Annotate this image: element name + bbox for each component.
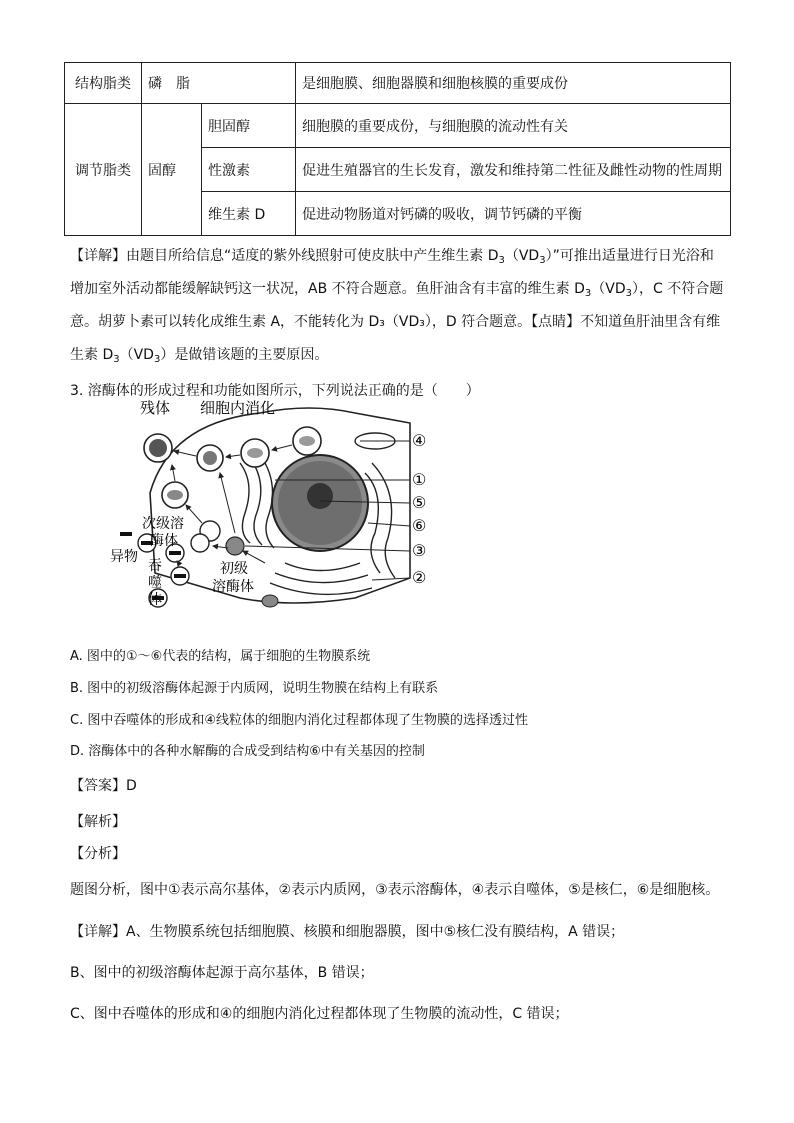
analysis-text: 题图分析，图中①表示高尔基体，②表示内质网，③表示溶酶体，④表示自噬体，⑤是核仁，⑥是细胞核。 [70,882,720,898]
question-3: 3. 溶酶体的形成过程和功能如图所示，下列说法正确的是（ ） [70,383,480,399]
table-cell: 性激素 [202,148,296,192]
label-num-2: ② [412,568,427,587]
label-num-4: ④ [412,431,427,450]
table-cell: 是细胞膜、细胞器膜和细胞核膜的重要成份 [296,63,731,104]
detail-line-2 [70,278,723,299]
table-row [65,63,731,104]
lipid-table [64,62,731,236]
text: 【详解】由题目所给信息“适度的紫外线照射可使皮肤中产生维生素 D [70,248,499,264]
lysosome [191,534,209,552]
label-num-3: ③ [412,541,427,560]
text: 生素 D [70,347,114,363]
digestion-content [203,451,217,465]
nucleolus [307,483,333,509]
arrow [220,473,235,533]
arrow [272,445,292,450]
table-cell: 固醇 [142,104,202,236]
text: ）”可推出适量进行日光浴和 [545,248,714,264]
table-cell: 维生素 D [202,192,296,236]
label-intracellular-digestion: 细胞内消化 [200,399,276,417]
text: （VD [591,281,626,297]
leader-line [368,523,410,526]
label-phagosome-1: 吞 [148,558,162,574]
er-curve [285,563,360,571]
foreign-matter [174,574,186,578]
table-cell: 促进生殖器官的生长发育，激发和维持第二性征及雌性动物的性周期 [296,148,731,192]
detail2-b: B、图中的初级溶酶体起源于高尔基体，B 错误； [70,965,374,981]
text: 增加室外活动都能缓解缺钙这一状况，AB 不符合题意。鱼肝油含有丰富的维生素 D [70,281,585,297]
text: （VD [504,248,540,264]
label-foreign-matter: 异物 [110,549,138,565]
option-c[interactable]: C. 图中吞噬体的形成和④线粒体的细胞内消化过程都体现了生物膜的选择透过性 [70,713,528,728]
answer: 【答案】D [70,778,137,794]
label-num-1: ① [412,470,427,489]
lysosome-diagram [110,383,430,623]
detail-line-1 [70,245,714,266]
table-cell: 促进动物肠道对钙磷的吸收，调节钙磷的平衡 [296,192,731,236]
subscript: 3 [584,288,592,299]
option-b[interactable]: B. 图中的初级溶酶体起源于内质网，说明生物膜在结构上有联系 [70,681,439,696]
residual-body-content [149,439,167,457]
table-cell: 胆固醇 [202,104,296,148]
text: （VD [119,347,154,363]
detail-line-4 [70,344,328,365]
autophagosome-content [299,436,315,446]
label-secondary-lysosome-1: 次级溶 [142,516,184,532]
label-num-5: ⑤ [412,493,427,512]
er-curve [270,583,372,594]
table-cell: 调节脂类 [65,104,142,236]
table-cell: 磷 脂 [142,63,296,104]
secondary-content [167,490,183,500]
label-residual-body: 残体 [140,399,171,417]
text: ）是做错该题的主要原因。 [160,347,329,363]
arrow [186,505,202,523]
foreign-matter [120,532,132,536]
digestion-content [247,448,263,458]
primary-lysosome [226,537,244,555]
arrow [174,451,196,456]
subscript: 3 [153,354,161,365]
foreign-matter [169,551,181,555]
arrow [172,465,175,481]
subscript: 3 [113,354,120,365]
table-cell: 结构脂类 [65,63,142,104]
vesicle [262,595,278,607]
table-cell: 细胞膜的重要成份，与细胞膜的流动性有关 [296,104,731,148]
detail2-a: 【详解】A、生物膜系统包括细胞膜、核膜和细胞器膜，图中⑤核仁没有膜结构，A 错误； [70,924,625,940]
er-curve [275,573,368,583]
label-num-6: ⑥ [412,516,427,535]
detail2-c: C、图中吞噬体的形成和④的细胞内消化过程都体现了生物膜的流动性，C 错误； [70,1006,569,1022]
golgi [250,458,262,545]
subscript: 3 [539,255,546,266]
text: ），C 不符合题 [631,281,724,297]
arrow [226,455,240,457]
label-phagosome-3: 体 [148,592,162,608]
label-secondary-lysosome-2: 酶体 [150,533,178,549]
option-a[interactable]: A. 图中的①～⑥代表的结构，属于细胞的生物膜系统 [70,649,371,664]
label-phagosome-2: 噬 [148,575,162,591]
analysis-title: 【解析】 [70,814,126,830]
golgi [240,463,250,543]
table-row [65,104,731,148]
detail-line-3: 意。胡萝卜素可以转化成维生素 A，不能转化为 D₃（VD₃），D 符合题意。【点睛】不知道鱼肝油里含有维 [70,314,721,330]
label-primary-lysosome-2: 溶酶体 [212,579,254,595]
analysis-subtitle: 【分析】 [70,846,126,862]
golgi [260,455,274,548]
subscript: 3 [625,288,632,299]
subscript: 3 [498,255,505,266]
label-primary-lysosome-1: 初级 [220,561,248,577]
option-d[interactable]: D. 溶酶体中的各种水解酶的合成受到结构⑥中有关基因的控制 [70,744,425,759]
